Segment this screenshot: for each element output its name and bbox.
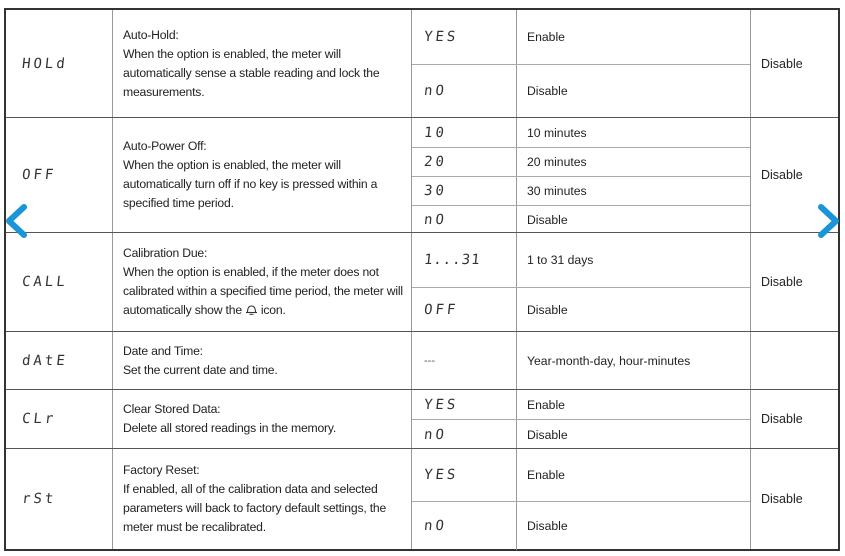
description-cell xyxy=(112,449,411,549)
option-row xyxy=(412,176,750,205)
option-label: Disable xyxy=(516,288,750,332)
option-row xyxy=(412,449,750,501)
default-value: Disable xyxy=(761,412,803,426)
option-row xyxy=(412,501,750,550)
options-cell xyxy=(411,118,750,232)
lcd-code: OFF xyxy=(21,167,58,183)
option-code: nO xyxy=(423,211,448,228)
description-cell xyxy=(112,390,411,448)
lcd-code: CALL xyxy=(21,274,69,290)
description-cell xyxy=(112,118,411,232)
option-code: nO xyxy=(423,426,448,443)
option-row xyxy=(412,205,750,233)
description-cell xyxy=(112,332,411,389)
option-label: Disable xyxy=(516,65,750,117)
chevron-left-icon xyxy=(2,203,32,239)
setting-description xyxy=(123,263,405,320)
table-row-rst xyxy=(6,448,838,549)
option-row xyxy=(412,287,750,332)
settings-table xyxy=(4,8,840,551)
default-cell xyxy=(750,10,838,117)
options-cell xyxy=(411,390,750,448)
options-cell xyxy=(411,10,750,117)
option-row xyxy=(412,10,750,64)
default-value: Disable xyxy=(761,492,803,506)
setting-description: Delete all stored readings in the memory. xyxy=(123,421,337,435)
table-row-clr xyxy=(6,389,838,448)
setting-description: When the option is enabled, the meter will automatically turn off if no key is pressed within a specified time period. xyxy=(123,158,378,210)
table-row-hold xyxy=(6,10,838,117)
option-code: YES xyxy=(423,396,460,413)
setting-description: When the option is enabled, the meter will automatically sense a stable reading and lock the measurements. xyxy=(123,46,380,99)
option-code: nO xyxy=(423,518,448,534)
option-code: OFF xyxy=(423,302,460,318)
setting-title: Auto-Hold: xyxy=(123,27,179,42)
option-row xyxy=(412,419,750,449)
setting-title: Auto-Power Off: xyxy=(123,139,207,153)
code-cell xyxy=(6,390,112,448)
option-row xyxy=(412,118,750,147)
setting-description: If enabled, all of the calibration data and selected parameters will back to factory default settings, the meter must be recalibrated. xyxy=(123,482,387,534)
option-label: Disable xyxy=(516,420,750,449)
option-label: 10 minutes xyxy=(516,118,750,147)
option-code: nO xyxy=(423,83,448,99)
option-code: 20 xyxy=(423,154,448,170)
option-row xyxy=(412,390,750,419)
bell-icon xyxy=(245,304,258,315)
option-label: Enable xyxy=(516,10,750,64)
code-cell xyxy=(6,332,112,389)
options-cell xyxy=(411,233,750,331)
lcd-code: HOLd xyxy=(21,55,69,72)
default-value: Disable xyxy=(761,275,803,289)
option-label: 30 minutes xyxy=(516,177,750,205)
default-cell xyxy=(750,332,838,389)
code-cell xyxy=(6,233,112,331)
setting-title: Calibration Due: xyxy=(123,246,208,260)
setting-description: Set the current date and time. xyxy=(123,362,278,377)
option-label: Year-month-day, hour-minutes xyxy=(516,332,750,390)
description-text: When the option is enabled, if the meter does not calibrated within a specified time period, the meter will automatically show the xyxy=(123,265,403,317)
previous-button[interactable] xyxy=(2,203,32,239)
option-code: 10 xyxy=(423,124,448,141)
option-label: Enable xyxy=(516,390,750,419)
option-code: YES xyxy=(423,29,460,45)
setting-title: Factory Reset: xyxy=(123,463,200,477)
default-cell xyxy=(750,390,838,448)
next-button[interactable] xyxy=(813,203,843,239)
option-row xyxy=(412,233,750,287)
option-label: 20 minutes xyxy=(516,148,750,176)
option-row xyxy=(412,147,750,176)
description-cell xyxy=(112,10,411,117)
table-row-date xyxy=(6,331,838,389)
description-cell xyxy=(112,233,411,331)
table-row-off xyxy=(6,117,838,232)
code-cell xyxy=(6,449,112,549)
option-label: Enable xyxy=(516,449,750,501)
lcd-code: dAtE xyxy=(21,352,69,369)
option-row xyxy=(412,332,750,390)
default-value: Disable xyxy=(761,56,803,71)
description-text: icon. xyxy=(260,303,286,317)
option-label: Disable xyxy=(516,502,750,550)
option-row xyxy=(412,64,750,117)
options-cell xyxy=(411,332,750,389)
option-code: YES xyxy=(423,467,460,483)
table-row-call xyxy=(6,232,838,331)
setting-title: Date and Time: xyxy=(123,343,203,358)
lcd-code: CLr xyxy=(21,411,58,427)
option-label: 1 to 31 days xyxy=(516,233,750,287)
options-cell xyxy=(411,449,750,549)
option-label: Disable xyxy=(516,206,750,233)
code-cell xyxy=(6,10,112,117)
option-code: --- xyxy=(424,355,435,367)
lcd-code: rSt xyxy=(21,491,58,507)
default-value: Disable xyxy=(761,168,803,182)
option-code: 30 xyxy=(423,183,448,199)
default-cell xyxy=(750,449,838,549)
chevron-right-icon xyxy=(813,203,843,239)
setting-title: Clear Stored Data: xyxy=(123,402,221,416)
option-code: 1...31 xyxy=(423,252,482,268)
default-cell xyxy=(750,233,838,331)
